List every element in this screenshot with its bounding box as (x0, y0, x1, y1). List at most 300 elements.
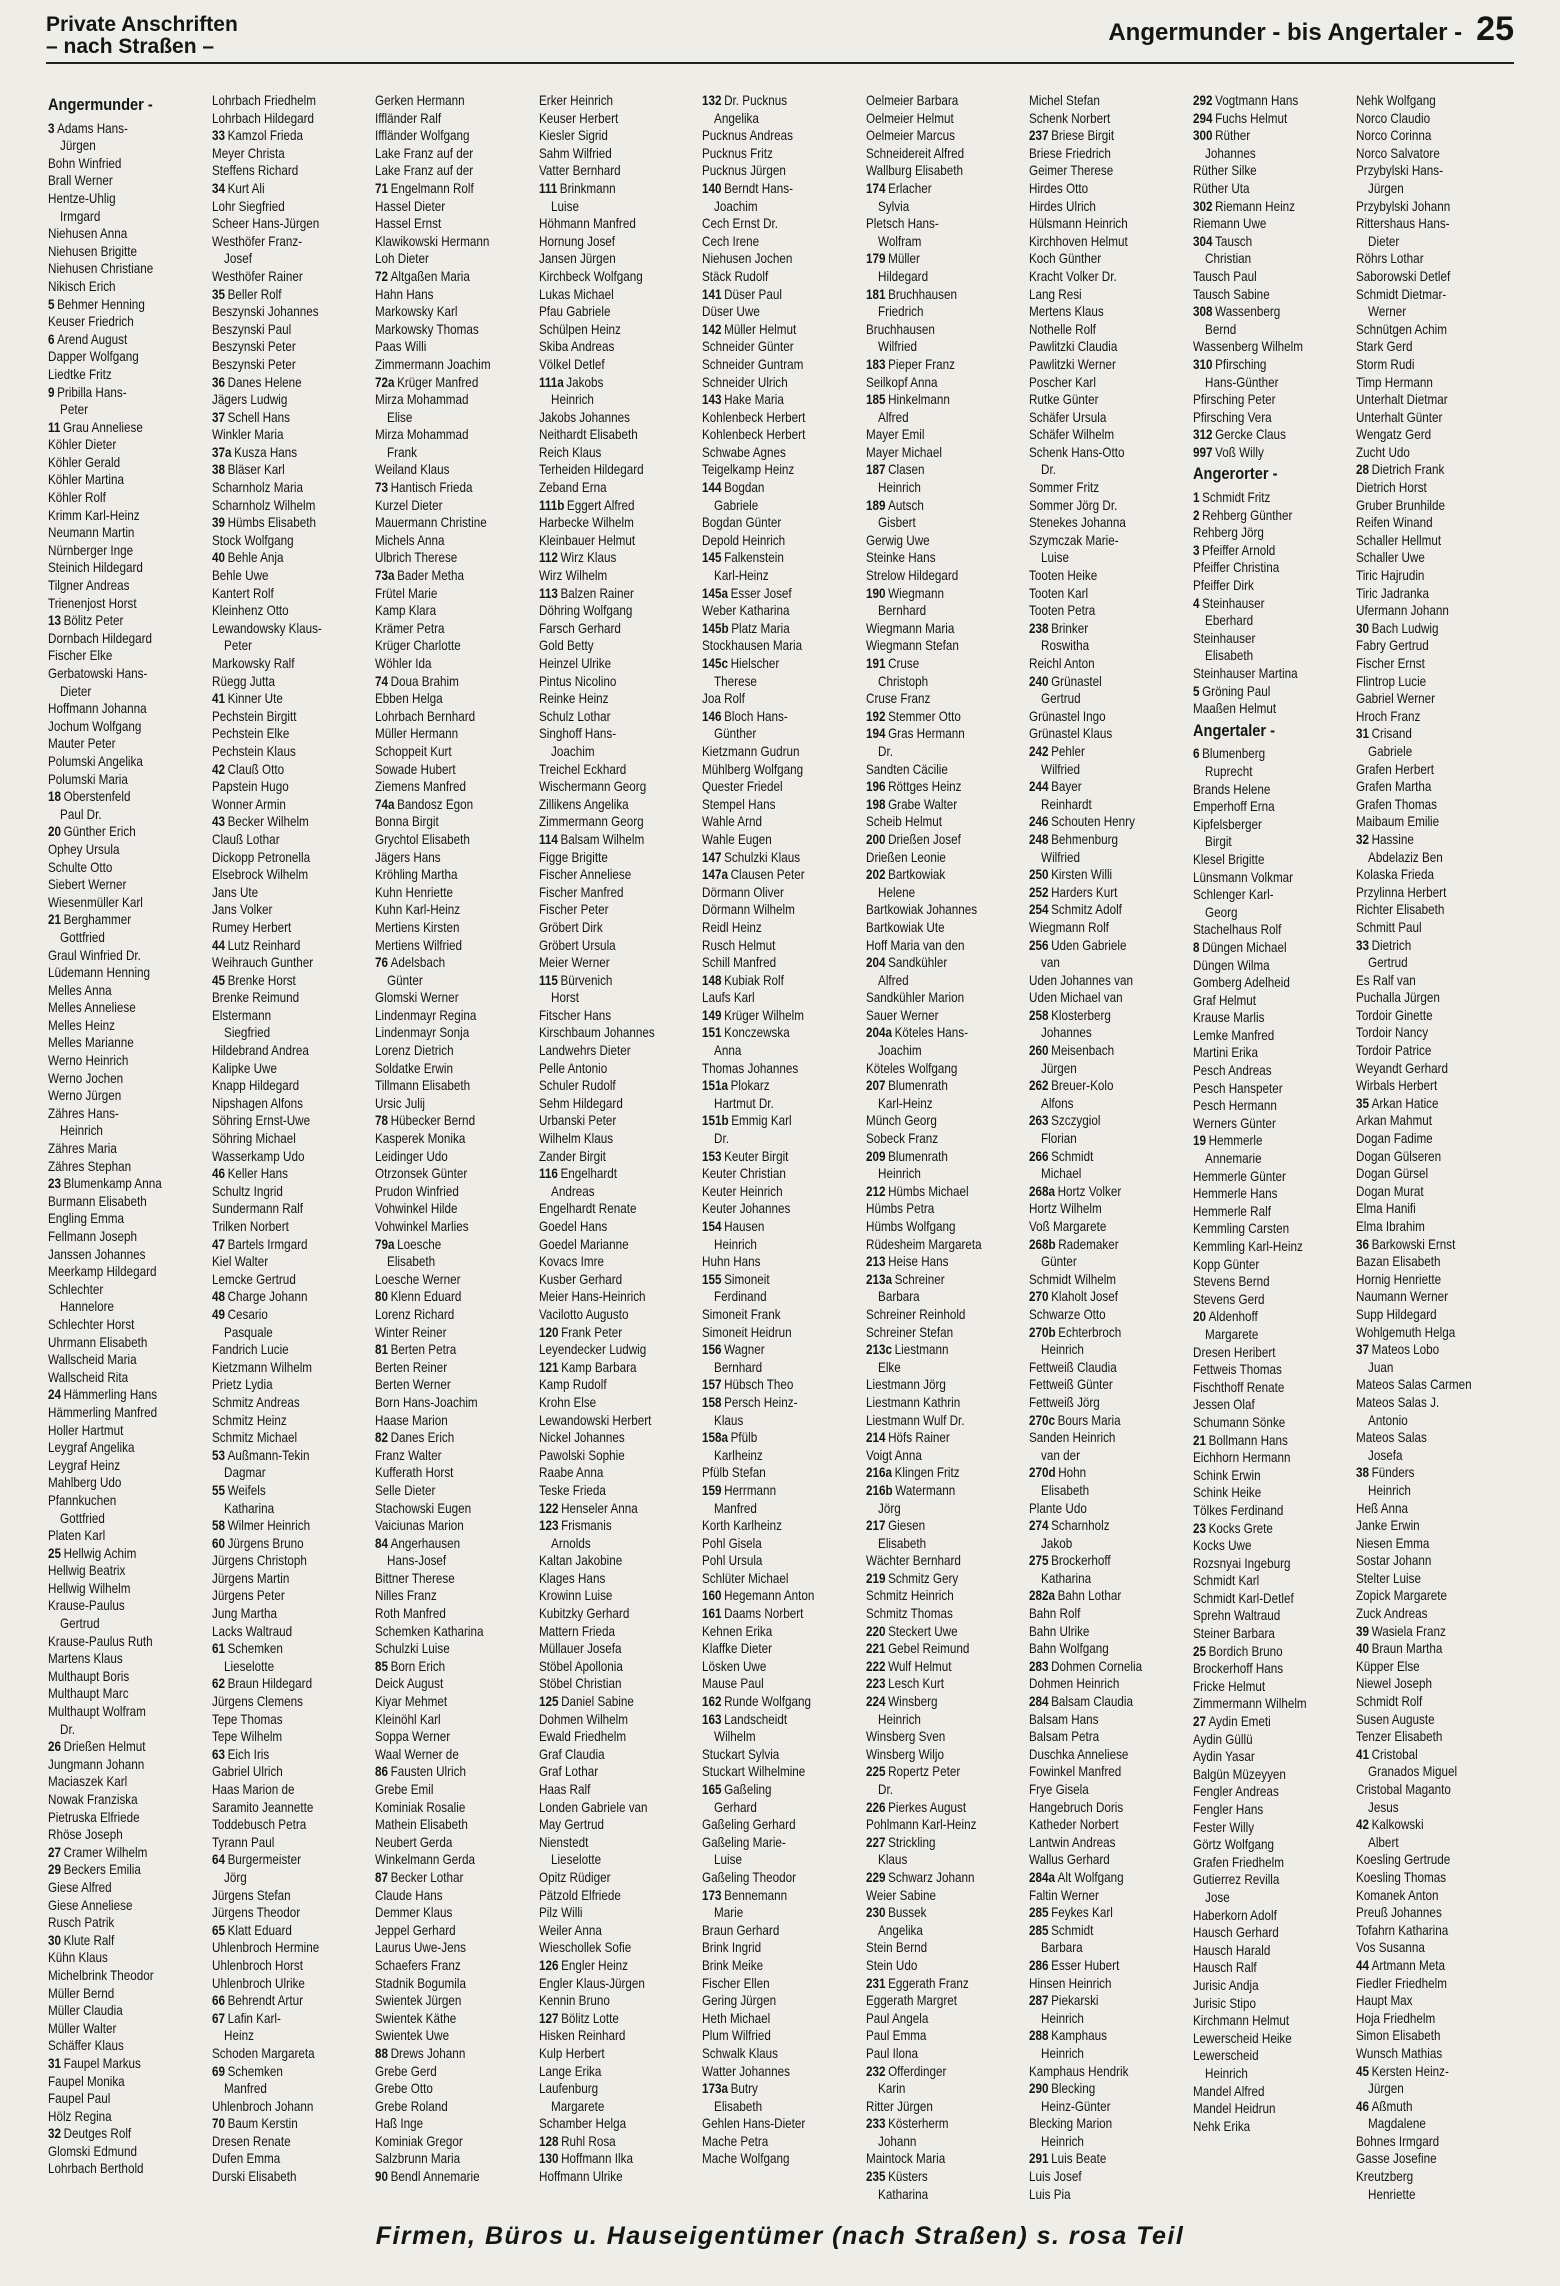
resident-name: Bayer (1051, 779, 1082, 795)
directory-entry (1029, 444, 1163, 462)
directory-entry (866, 1218, 1000, 1236)
directory-entry (866, 1412, 1000, 1430)
entry-continuation: Heinrich (1041, 2045, 1085, 2061)
resident-name: Tepe Thomas (211, 1711, 283, 1727)
directory-entry (1193, 1502, 1327, 1520)
directory-entry (866, 1112, 1000, 1130)
directory-entry (1356, 1693, 1490, 1711)
directory-entry (212, 1922, 346, 1940)
directory-entry (1356, 2027, 1490, 2045)
entry-continuation: Elisabeth (1041, 1482, 1090, 1498)
resident-name: Uhrmann Elisabeth (48, 1334, 148, 1350)
house-number: 115 (538, 972, 558, 988)
house-number: 229 (865, 1869, 886, 1885)
directory-entry (375, 796, 509, 814)
directory-entry (375, 901, 509, 919)
directory-entry (866, 1763, 1000, 1781)
resident-name: Wahle Arnd (702, 814, 763, 830)
directory-entry (1356, 1957, 1490, 1975)
resident-name: Liestmann (894, 1342, 949, 1358)
resident-name: Lesch Kurt (887, 1676, 944, 1692)
resident-name: Wiegmann Stefan (865, 638, 959, 654)
resident-name: Uden Gabriele (1051, 937, 1127, 953)
directory-entry (1193, 127, 1327, 145)
directory-entry (702, 1306, 836, 1324)
directory-entry (866, 1200, 1000, 1218)
resident-name: Jakobs Johannes (538, 409, 630, 425)
resident-name: Krüger Charlotte (375, 638, 461, 654)
directory-entry (866, 2010, 1000, 2028)
directory-entry (375, 778, 509, 796)
entry-continuation: Wilfried (1041, 761, 1081, 777)
resident-name: Winkelmann Gerda (375, 1852, 476, 1868)
directory-entry (1193, 198, 1327, 216)
resident-name: Bartkowiak Ute (865, 919, 945, 935)
house-number: 27 (48, 1844, 62, 1860)
directory-entry (866, 725, 1000, 743)
resident-name: Durski Elisabeth (211, 2169, 297, 2185)
resident-name: Hassel Ernst (375, 216, 442, 232)
resident-name: Zander Birgit (538, 1148, 606, 1164)
resident-name: Szymczak Marie- (1029, 532, 1119, 548)
house-number: 213a (865, 1271, 892, 1287)
resident-name: Tooten Heike (1029, 568, 1098, 584)
entry-continuation: Dieter (1368, 233, 1400, 249)
resident-name: Fitscher Hans (538, 1007, 611, 1023)
directory-entry (866, 374, 1000, 392)
directory-column-6 (864, 92, 1028, 2212)
resident-name: Pfeiffer Arnold (1201, 542, 1276, 558)
resident-name: Wirbals Herbert (1356, 1078, 1438, 1094)
resident-name: Bach Ludwig (1372, 620, 1439, 636)
resident-name: Pehler (1051, 743, 1086, 759)
house-number: 37 (211, 409, 225, 425)
resident-name: Ophey Ursula (48, 841, 120, 857)
resident-name: Meier Hans-Heinrich (538, 1289, 646, 1305)
directory-entry (1356, 2063, 1490, 2081)
directory-entry (1356, 1042, 1490, 1060)
resident-name: Grebe Otto (375, 2081, 433, 2097)
directory-entry (375, 1060, 509, 1078)
resident-name: Wallburg Elisabeth (865, 163, 963, 179)
directory-entry (866, 1675, 1000, 1693)
resident-name: Dogan Gülseren (1356, 1148, 1442, 1164)
resident-name: Wunsch Mathias (1356, 2045, 1443, 2061)
directory-entry (1029, 1834, 1163, 1852)
directory-entry (1193, 426, 1327, 444)
entry-continuation: Joachim (550, 743, 595, 759)
resident-name: Paul Ilona (865, 2045, 918, 2061)
directory-entry (1029, 1376, 1163, 1394)
directory-entry (212, 391, 346, 409)
directory-entry (1356, 602, 1490, 620)
directory-entry (48, 1175, 182, 1193)
directory-entry (539, 2150, 673, 2168)
resident-name: Hornig Henriette (1356, 1271, 1442, 1287)
entry-continuation: Antonio (1368, 1412, 1409, 1428)
resident-name: Zähres Stephan (48, 1158, 132, 1174)
resident-name: Braun Hildegard (227, 1676, 312, 1692)
house-number: 304 (1192, 233, 1213, 249)
resident-name: Engling Emma (48, 1211, 125, 1227)
resident-name: Tooten Petra (1029, 603, 1096, 619)
directory-entry (1193, 391, 1327, 409)
directory-entry (539, 303, 673, 321)
resident-name: Clasen (887, 462, 925, 478)
resident-name: Klatt Eduard (227, 1922, 292, 1938)
directory-entry (702, 1183, 836, 1201)
directory-entry (1356, 1746, 1490, 1764)
directory-entry (1356, 1605, 1490, 1623)
directory-entry (1029, 1781, 1163, 1799)
directory-entry (1029, 2063, 1163, 2081)
resident-name: Kiesler Sigrid (538, 128, 608, 144)
resident-name: Weyandt Gerhard (1356, 1060, 1449, 1076)
resident-name: Hohn (1058, 1465, 1087, 1481)
resident-name: Tausch (1214, 233, 1253, 249)
resident-name: Hausch Harald (1192, 1942, 1271, 1958)
house-number: 294 (1192, 110, 1213, 126)
directory-entry (702, 549, 836, 567)
resident-name: Scharnholz Wilhelm (211, 497, 315, 513)
resident-name: Treichel Eckhard (538, 761, 626, 777)
resident-name: Luis Pia (1029, 2186, 1071, 2202)
house-number: 111b (538, 497, 565, 513)
resident-name: Kröhling Martha (375, 867, 458, 883)
directory-entry (375, 1711, 509, 1729)
resident-name: Jürgens Peter (211, 1588, 285, 1604)
directory-entry (375, 1693, 509, 1711)
directory-entry (1356, 1552, 1490, 1570)
resident-name: Günther Erich (63, 824, 136, 840)
resident-name: Kamp Rudolf (538, 1377, 607, 1393)
resident-name: Stockhausen Maria (702, 638, 803, 654)
directory-entry (539, 1517, 673, 1535)
resident-name: Multhaupt Wolfram (48, 1704, 146, 1720)
directory-entry (539, 2133, 673, 2151)
directory-entry (375, 2150, 509, 2168)
resident-name: Dogan Murat (1356, 1183, 1425, 1199)
resident-name: Lindenmayr Regina (375, 1007, 477, 1023)
resident-name: Höhmann Manfred (538, 216, 636, 232)
resident-name: Wassenberg Wilhelm (1192, 339, 1303, 355)
entry-continuation: Dr. (714, 1131, 730, 1147)
resident-name: Lindenmayr Sonja (375, 1025, 470, 1041)
resident-name: Rehberg Jörg (1192, 525, 1264, 541)
directory-entry (1356, 1306, 1490, 1324)
resident-name: Naumann Werner (1356, 1289, 1449, 1305)
resident-name: Nilles Franz (375, 1588, 437, 1604)
directory-entry (375, 1394, 509, 1412)
directory-entry (1029, 1746, 1163, 1764)
directory-entry (1193, 1748, 1327, 1766)
house-number: 233 (865, 2116, 886, 2132)
resident-name: Keuter Heinrich (702, 1183, 783, 1199)
resident-name: Stuckart Wilhelmine (702, 1764, 806, 1780)
resident-name: Multhaupt Boris (48, 1668, 130, 1684)
directory-entry (375, 1887, 509, 1905)
resident-name: Jakobs (565, 374, 604, 390)
house-number: 31 (1356, 726, 1370, 742)
directory-entry (539, 954, 673, 972)
directory-entry (375, 1007, 509, 1025)
resident-name: Schenk Hans-Otto (1029, 444, 1125, 460)
house-number: 145 (702, 550, 722, 566)
resident-name: Briese Friedrich (1029, 145, 1112, 161)
resident-name: Michel Stefan (1029, 93, 1101, 108)
directory-entry (375, 1271, 509, 1289)
resident-name: Engelmann Rolf (390, 180, 474, 196)
directory-entry (702, 1007, 836, 1025)
directory-entry (1029, 1693, 1163, 1711)
directory-entry (212, 954, 346, 972)
resident-name: Eichhorn Hermann (1192, 1450, 1291, 1466)
resident-name: Liestmann Kathrin (865, 1394, 961, 1410)
directory-entry (48, 120, 182, 138)
resident-name: Weier Sabine (865, 1887, 936, 1903)
resident-name: Haase Marion (375, 1412, 448, 1428)
resident-name: Blecking (1051, 2081, 1096, 2097)
resident-name: Hausen (724, 1219, 765, 1234)
resident-name: Engler Heinz (560, 1957, 628, 1973)
directory-entry (702, 585, 836, 603)
house-number: 263 (1029, 1113, 1049, 1129)
directory-entry (48, 577, 182, 595)
directory-entry (1029, 884, 1163, 902)
resident-name: Arkan Mahmut (1356, 1113, 1433, 1129)
resident-name: Knapp Hildegard (211, 1078, 299, 1094)
directory-entry (1356, 620, 1490, 638)
directory-entry (212, 321, 346, 339)
resident-name: Kocks Grete (1208, 1520, 1273, 1536)
resident-name: Hülsmann Heinrich (1029, 216, 1129, 232)
directory-entry (48, 1439, 182, 1457)
directory-entry (1356, 1324, 1490, 1342)
directory-entry (212, 1781, 346, 1799)
entry-continuation: Manfred (223, 2081, 267, 2097)
directory-entry (702, 426, 836, 444)
directory-entry (1029, 1359, 1163, 1377)
resident-name: Mause Paul (702, 1676, 764, 1692)
resident-name: Preuß Johannes (1356, 1905, 1443, 1921)
resident-name: Landwehrs Dieter (538, 1043, 631, 1059)
directory-entry (212, 215, 346, 233)
entry-continuation: Heinrich (877, 1711, 921, 1727)
resident-name: Daniel Sabine (560, 1694, 634, 1710)
entry-continuation: Johann (877, 2133, 917, 2149)
directory-entry (866, 2168, 1000, 2186)
entry-continuation: Marie (714, 1905, 744, 1921)
house-number: 179 (865, 251, 886, 267)
resident-name: Arkan Hatice (1372, 1095, 1439, 1111)
directory-entry (702, 1975, 836, 1993)
directory-entry (375, 162, 509, 180)
resident-name: Schwarz Johann (887, 1869, 975, 1885)
directory-entry (702, 637, 836, 655)
house-number: 141 (702, 286, 722, 302)
resident-name: Frye Gisela (1029, 1782, 1090, 1797)
resident-name: Loesche (397, 1236, 442, 1252)
house-number: 3 (48, 120, 55, 136)
directory-entry (1029, 2150, 1163, 2168)
directory-entry (375, 1306, 509, 1324)
directory-entry (1193, 1009, 1327, 1027)
house-number: 69 (211, 2063, 225, 2079)
resident-name: Haas Ralf (538, 1782, 590, 1797)
directory-entry (1029, 180, 1163, 198)
house-number: 5 (1192, 683, 1200, 699)
directory-entry (1356, 1640, 1490, 1658)
directory-entry (1356, 409, 1490, 427)
resident-name: Prietz Lydia (211, 1377, 273, 1393)
resident-name: Brink Meike (702, 1957, 764, 1973)
directory-entry (48, 1668, 182, 1686)
house-number: 120 (538, 1324, 559, 1340)
house-number: 163 (702, 1711, 722, 1727)
resident-name: Schmitz Adolf (1051, 902, 1123, 918)
resident-name: Teske Frieda (538, 1482, 606, 1498)
resident-name: Hirdes Ulrich (1029, 198, 1097, 214)
house-number: 127 (538, 2010, 559, 2026)
directory-entry (539, 585, 673, 603)
directory-entry (212, 2045, 346, 2063)
house-number: 268a (1029, 1183, 1056, 1199)
directory-entry (375, 1112, 509, 1130)
directory-entry (1193, 1484, 1327, 1502)
directory-entry (1356, 444, 1490, 462)
resident-name: Rüther Uta (1192, 180, 1250, 196)
entry-continuation: Lieselotte (223, 1658, 274, 1674)
directory-entry (375, 532, 509, 550)
resident-name: Krowinn Luise (538, 1588, 613, 1604)
resident-name: Schlechter (48, 1281, 104, 1297)
directory-entry (1356, 1587, 1490, 1605)
resident-name: Ritter Jürgen (865, 2098, 933, 2114)
resident-name: Schwabe Agnes (702, 444, 787, 460)
directory-entry (1029, 1623, 1163, 1641)
resident-name: Balsam Claudia (1051, 1694, 1134, 1710)
entry-continuation: Elisabeth (714, 2098, 763, 2114)
house-number: 114 (538, 831, 558, 847)
directory-entry (866, 2115, 1000, 2133)
directory-entry (539, 110, 673, 128)
resident-name: Lewandowsky Klaus- (211, 620, 322, 636)
directory-entry (1356, 426, 1490, 444)
resident-name: Haberkorn Adolf (1192, 1907, 1277, 1923)
resident-name: Schwarze Otto (1029, 1306, 1107, 1322)
resident-name: Klaffke Dieter (702, 1641, 773, 1657)
directory-entry (539, 1077, 673, 1095)
resident-name: Stadnik Bogumila (375, 1975, 467, 1991)
resident-name: Dohmen Cornelia (1051, 1658, 1143, 1674)
directory-entry (1356, 92, 1490, 110)
resident-name: Hinsen Heinrich (1029, 1975, 1112, 1991)
resident-name: Kemmling Karl-Heinz (1192, 1239, 1303, 1254)
resident-name: Elma Hanifi (1356, 1201, 1417, 1217)
resident-name: Braun Martha (1372, 1641, 1443, 1657)
directory-entry (866, 356, 1000, 374)
directory-entry (48, 1967, 182, 1985)
resident-name: Rusch Helmut (702, 937, 776, 953)
resident-name: Wahle Eugen (702, 831, 772, 847)
directory-entry (539, 919, 673, 937)
resident-name: Beszynski Paul (211, 321, 291, 337)
directory-entry (1029, 1887, 1163, 1905)
directory-entry (1356, 1869, 1490, 1887)
house-number: 173 (702, 1887, 722, 1903)
resident-name: Schaller Uwe (1356, 550, 1426, 566)
resident-name: Uden Johannes van (1029, 972, 1134, 988)
resident-name: Lemcke Gertrud (211, 1271, 296, 1287)
resident-name: Schuler Rudolf (538, 1078, 616, 1094)
resident-name: Vacilotto Augusto (538, 1306, 629, 1322)
directory-entry (539, 972, 673, 990)
directory-entry (866, 1447, 1000, 1465)
directory-entry (866, 250, 1000, 268)
directory-entry (212, 1060, 346, 1078)
resident-name: Kleinöhl Karl (375, 1711, 441, 1727)
directory-entry (212, 1517, 346, 1535)
directory-entry (48, 2037, 182, 2055)
directory-entry (48, 190, 182, 208)
resident-name: Stevens Bernd (1192, 1274, 1270, 1290)
resident-name: Polumski Angelika (48, 753, 143, 769)
resident-name: Giesen (887, 1518, 925, 1534)
directory-entry (1356, 901, 1490, 919)
house-number: 61 (211, 1641, 225, 1657)
entry-continuation: Gottfried (60, 929, 105, 945)
resident-name: Alt Wolfgang (1057, 1869, 1124, 1885)
resident-name: Schoden Margareta (211, 2045, 315, 2061)
house-number: 224 (865, 1694, 886, 1710)
directory-entry (1356, 761, 1490, 779)
directory-entry (48, 647, 182, 665)
house-number: 27 (1192, 1714, 1206, 1730)
directory-entry (48, 1861, 182, 1879)
house-number: 160 (702, 1588, 722, 1604)
resident-name: Geimer Therese (1029, 163, 1114, 179)
directory-entry (1356, 1165, 1490, 1183)
directory-entry (1356, 937, 1490, 955)
directory-entry (866, 1148, 1000, 1166)
directory-entry (375, 1763, 509, 1781)
resident-name: Drießen Helmut (63, 1739, 146, 1755)
resident-name: Mertiens Kirsten (375, 919, 460, 935)
house-number: 44 (211, 937, 225, 953)
directory-entry (1029, 127, 1163, 145)
resident-name: Stempel Hans (702, 796, 776, 812)
directory-entry (1193, 2083, 1327, 2101)
resident-name: Hantisch Frieda (390, 480, 473, 496)
resident-name: Scharnholz (1051, 1518, 1110, 1534)
directory-entry (702, 2010, 836, 2028)
resident-name: Goedel Marianne (538, 1236, 629, 1252)
directory-entry (1356, 374, 1490, 392)
house-number: 153 (702, 1148, 722, 1164)
directory-entry (375, 1535, 509, 1553)
resident-name: Schmitz Heinz (211, 1412, 287, 1428)
resident-name: Klaholt Josef (1051, 1289, 1119, 1305)
directory-entry (1193, 180, 1327, 198)
resident-name: Brockerhoff Hans (1192, 1661, 1283, 1677)
resident-name: Kiyar Mehmet (375, 1694, 448, 1710)
directory-entry (1029, 1675, 1163, 1693)
resident-name: Bussek (887, 1905, 927, 1921)
resident-name: Sehm Hildegard (538, 1095, 623, 1111)
directory-column-8 (1191, 92, 1355, 2212)
directory-entry (375, 1746, 509, 1764)
house-number: 154 (702, 1219, 722, 1234)
